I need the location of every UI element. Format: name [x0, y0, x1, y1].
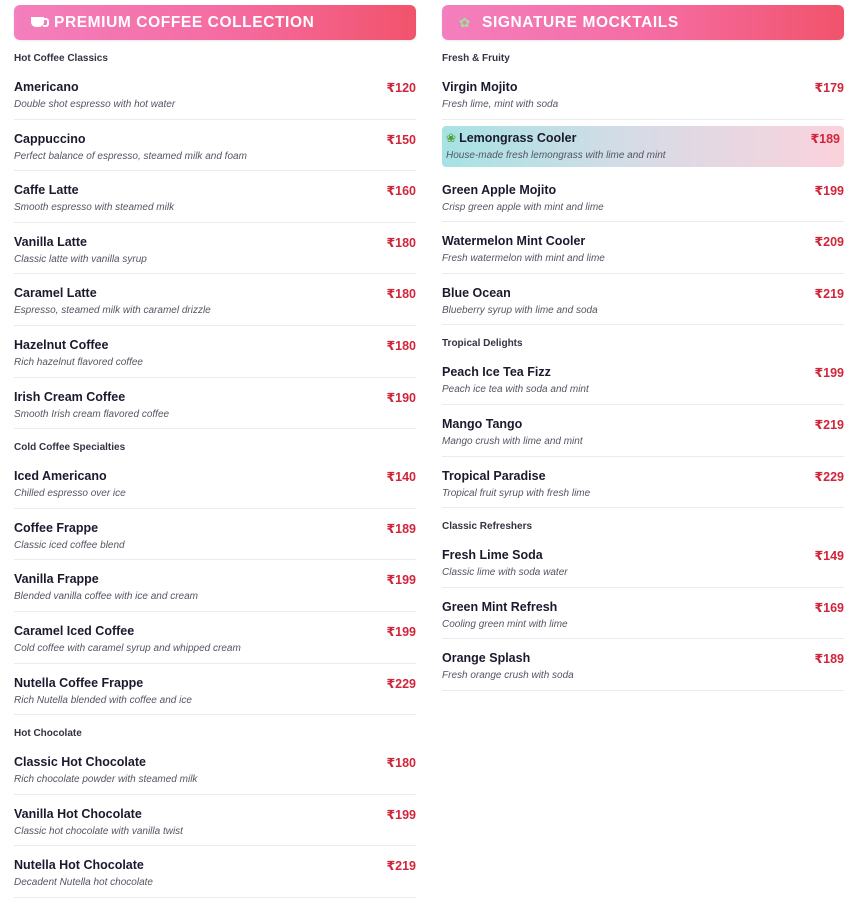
item-description: Classic iced coffee blend: [14, 539, 125, 551]
item-price: ₹149: [814, 549, 844, 564]
menu-item[interactable]: [442, 536, 844, 588]
item-description: Chilled espresso over ice: [14, 488, 126, 500]
item-description: Peach ice tea with soda and mint: [442, 384, 589, 396]
item-name-text: Vanilla Hot Chocolate: [14, 806, 142, 821]
item-price: ₹199: [386, 807, 416, 822]
item-price: ₹199: [814, 366, 844, 381]
item-price: ₹169: [814, 600, 844, 615]
item-price: ₹190: [386, 390, 416, 405]
item-name: [14, 338, 108, 352]
item-price: ₹160: [386, 184, 416, 199]
item-price: ₹120: [386, 81, 416, 95]
item-description: Rich hazelnut flavored coffee: [14, 356, 143, 368]
item-price: ₹150: [386, 132, 416, 147]
menu-item[interactable]: [14, 171, 416, 223]
menu-item[interactable]: [14, 846, 416, 898]
leaf-icon: ✿: [459, 14, 471, 30]
item-description: Smooth espresso with steamed milk: [14, 202, 175, 214]
category-heading: Tropical Delights: [442, 338, 523, 350]
item-name: [442, 286, 511, 300]
item-name-text: Coffee Frappe: [14, 520, 99, 535]
item-price: ₹209: [814, 235, 844, 250]
menu-item[interactable]: [14, 509, 416, 561]
item-price: ₹219: [814, 286, 844, 301]
item-name: [14, 235, 87, 249]
item-description: Crisp green apple with mint and lime: [442, 201, 604, 213]
item-name-text: Nutella Coffee Frappe: [14, 675, 144, 690]
item-name: [442, 548, 543, 562]
menu-item[interactable]: [14, 378, 416, 430]
item-description: Classic hot chocolate with vanilla twist: [14, 825, 183, 837]
item-name: [442, 183, 556, 197]
item-name-text: Hazelnut Coffee: [14, 337, 109, 352]
herb-icon: ❀: [446, 130, 457, 145]
item-name-text: Green Apple Mojito: [442, 182, 557, 197]
item-name: [14, 755, 146, 769]
item-name-text: Virgin Mojito: [442, 80, 518, 94]
item-price: ₹180: [386, 235, 416, 250]
category-heading: Fresh & Fruity: [442, 53, 510, 64]
item-name-text: Nutella Hot Chocolate: [14, 858, 144, 873]
item-name-text: Green Mint Refresh: [442, 599, 558, 614]
item-price: ₹179: [814, 81, 844, 95]
menu-item[interactable]: [14, 457, 416, 509]
item-description: Rich chocolate powder with steamed milk: [14, 774, 198, 786]
item-description: Espresso, steamed milk with caramel drizzle: [14, 305, 211, 317]
item-name: [14, 132, 86, 146]
item-description: Fresh orange crush with soda: [442, 670, 574, 682]
banner-title: SIGNATURE MOCKTAILS: [482, 13, 679, 31]
menu-item[interactable]: [14, 664, 416, 716]
item-name: [14, 469, 107, 483]
item-price: ₹180: [386, 287, 416, 302]
item-description: Mango crush with lime and mint: [442, 435, 583, 447]
menu-item[interactable]: [442, 274, 844, 326]
item-description: House-made fresh lemongrass with lime and mint: [446, 149, 666, 161]
mocktails-menu-column: [442, 5, 844, 691]
category-heading: Hot Coffee Classics: [14, 53, 108, 64]
coffee-collection-banner: [14, 5, 416, 40]
item-name: [14, 286, 97, 300]
menu-item[interactable]: [442, 639, 844, 691]
item-price: ₹219: [386, 859, 416, 874]
menu-item[interactable]: [14, 274, 416, 326]
item-name-text: Watermelon Mint Cooler: [442, 234, 586, 249]
item-price: ₹189: [386, 521, 416, 536]
item-description: Cold coffee with caramel syrup and whipped cream: [14, 642, 241, 654]
menu-item[interactable]: [442, 222, 844, 274]
menu-item[interactable]: [442, 68, 844, 120]
menu-item[interactable]: [14, 795, 416, 847]
item-name: [14, 521, 98, 535]
category-heading: Cold Coffee Specialties: [14, 442, 126, 454]
item-name: [442, 80, 517, 94]
item-name: [442, 365, 551, 379]
item-name-text: Fresh Lime Soda: [442, 548, 543, 563]
item-name: [14, 390, 125, 404]
menu-item[interactable]: [14, 68, 416, 120]
item-description: Classic latte with vanilla syrup: [14, 253, 147, 265]
item-price: ₹229: [814, 469, 844, 484]
coffee-cup-icon: [28, 15, 46, 30]
item-name: [14, 183, 79, 197]
item-name: [14, 572, 99, 586]
menu-item[interactable]: [14, 326, 416, 378]
item-name-text: Peach Ice Tea Fizz: [442, 365, 551, 380]
menu-item[interactable]: [442, 588, 844, 640]
item-price: ₹180: [386, 338, 416, 353]
menu-item[interactable]: [442, 457, 844, 509]
item-price: ₹229: [386, 676, 416, 691]
item-name: [442, 417, 522, 431]
item-price: ₹189: [810, 131, 840, 146]
item-description: Classic lime with soda water: [442, 567, 568, 579]
item-description: Smooth Irish cream flavored coffee: [14, 408, 170, 420]
item-description: Decadent Nutella hot chocolate: [14, 877, 153, 889]
category-heading: Hot Chocolate: [14, 728, 82, 740]
menu-item[interactable]: [14, 560, 416, 612]
item-price: ₹199: [386, 624, 416, 639]
item-name-text: Classic Hot Chocolate: [14, 755, 146, 770]
item-description: Fresh watermelon with mint and lime: [442, 253, 605, 265]
menu-item[interactable]: [442, 353, 844, 405]
item-name-text: Blue Ocean: [442, 285, 511, 300]
item-name-text: Lemongrass Cooler: [459, 130, 577, 145]
item-name: [442, 234, 585, 248]
menu-item[interactable]: [442, 405, 844, 457]
item-name-text: Americano: [14, 80, 79, 94]
menu-item[interactable]: [14, 223, 416, 275]
item-description: Blueberry syrup with lime and soda: [442, 304, 598, 316]
menu-item[interactable]: [442, 171, 844, 223]
item-name-text: Vanilla Frappe: [14, 572, 99, 587]
item-description: Double shot espresso with hot water: [14, 99, 176, 110]
item-name-text: Cappuccino: [14, 131, 86, 146]
item-name-text: Orange Splash: [442, 651, 531, 666]
item-name: [442, 651, 530, 665]
coffee-menu-column: [14, 5, 416, 898]
item-description: Cooling green mint with lime: [442, 618, 568, 630]
item-description: Blended vanilla coffee with ice and cream: [14, 591, 198, 603]
item-name-text: Vanilla Latte: [14, 234, 87, 249]
item-name-text: Caffe Latte: [14, 183, 79, 198]
item-name-text: Tropical Paradise: [442, 468, 546, 483]
item-name: [14, 676, 143, 690]
item-price: ₹199: [386, 573, 416, 588]
item-description: Tropical fruit syrup with fresh lime: [442, 487, 591, 499]
mocktails-banner: [442, 5, 844, 40]
item-name: [14, 858, 144, 872]
category-heading: Classic Refreshers: [442, 521, 533, 533]
item-name-text: Caramel Iced Coffee: [14, 623, 135, 638]
item-price: ₹189: [814, 652, 844, 667]
item-description: Fresh lime, mint with soda: [442, 99, 559, 110]
item-name: [14, 807, 142, 821]
item-name: [442, 469, 546, 483]
item-price: ₹199: [814, 183, 844, 198]
item-name: [14, 80, 79, 94]
menu-item[interactable]: [14, 120, 416, 172]
item-name: [442, 600, 557, 614]
item-price: ₹140: [386, 470, 416, 485]
item-description: Perfect balance of espresso, steamed milk and foam: [14, 150, 247, 162]
menu-item[interactable]: [14, 743, 416, 795]
item-name-text: Caramel Latte: [14, 286, 97, 301]
item-name: [446, 131, 576, 145]
item-price: ₹180: [386, 756, 416, 771]
item-description: Rich Nutella blended with coffee and ice: [14, 694, 192, 706]
banner-title: PREMIUM COFFEE COLLECTION: [54, 13, 315, 31]
featured-menu-item[interactable]: [442, 126, 844, 167]
item-name-text: Iced Americano: [14, 469, 107, 484]
item-name-text: Irish Cream Coffee: [14, 389, 126, 404]
item-name-text: Mango Tango: [442, 416, 523, 431]
item-name: [14, 624, 134, 638]
item-price: ₹219: [814, 417, 844, 432]
menu-item[interactable]: [14, 612, 416, 664]
